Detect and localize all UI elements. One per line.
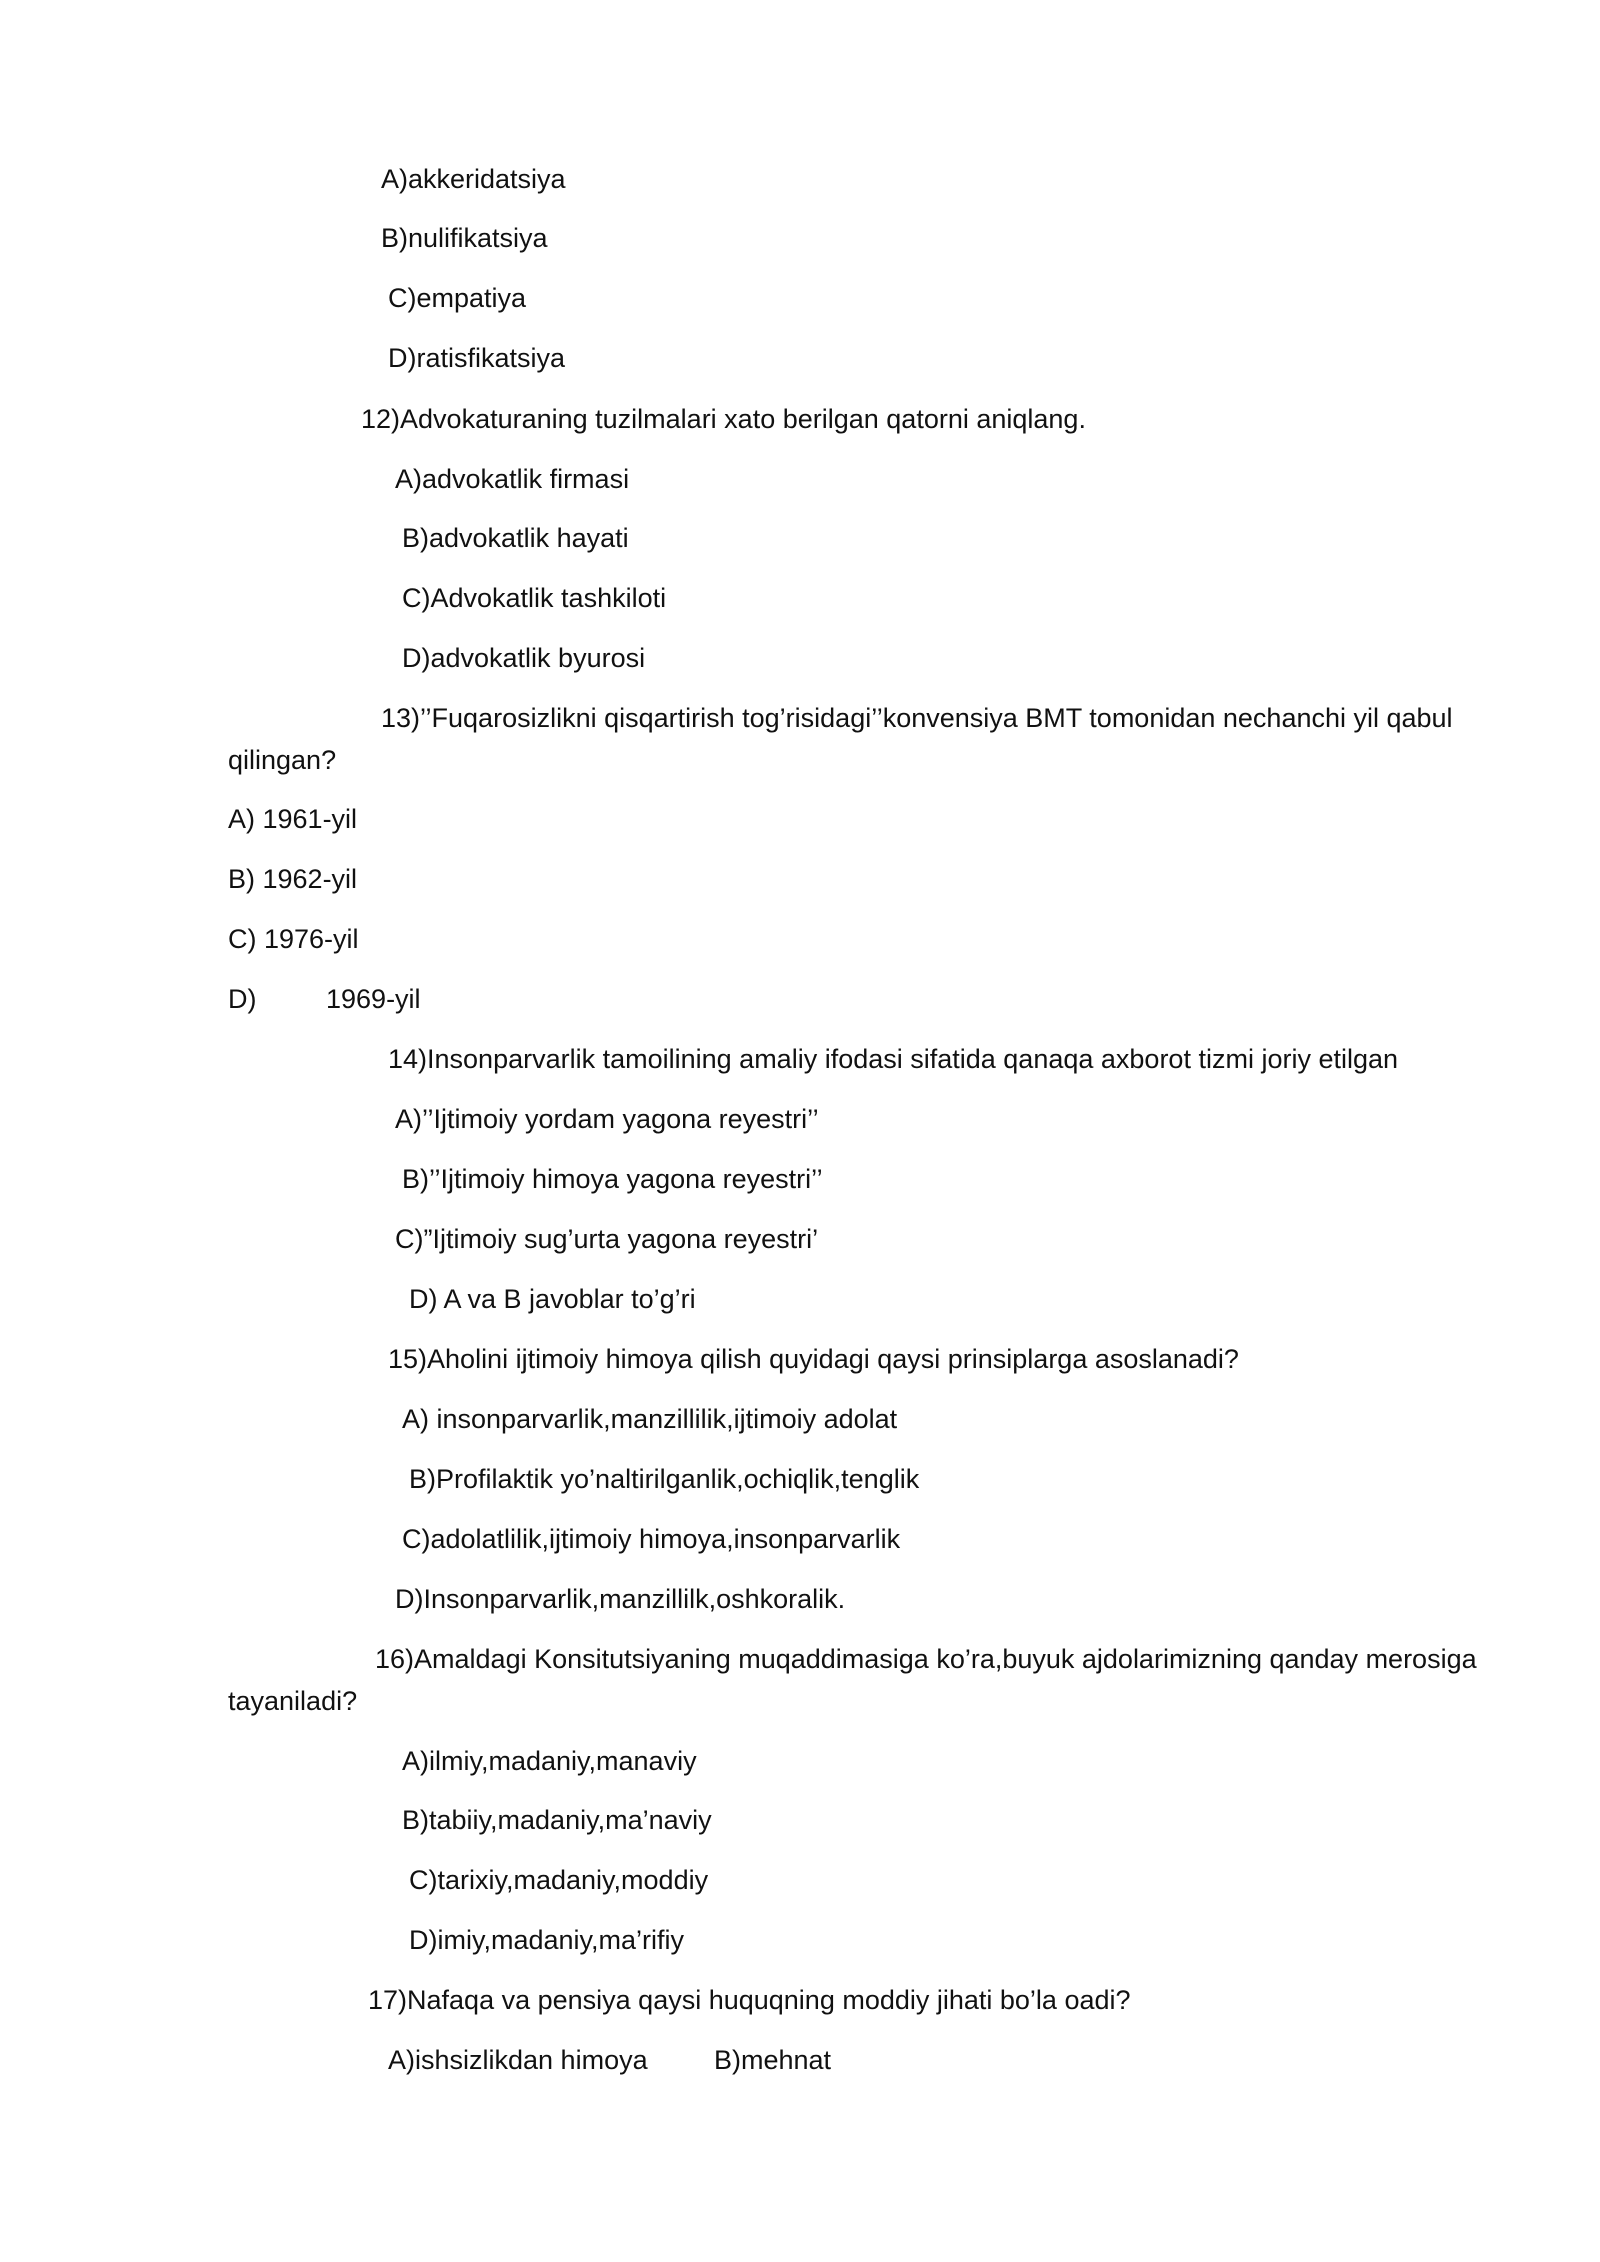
q14-option-d: D) A va B javoblar to’g’ri — [409, 1284, 696, 1314]
question-13-continuation: qilingan? — [228, 745, 337, 775]
q16-option-d: D)imiy,madaniy,ma’rifiy — [409, 1925, 685, 1955]
q11-option-d: D)ratisfikatsiya — [388, 343, 566, 373]
question-14: 14)Insonparvarlik tamoilining amaliy ifodasi sifatida qanaqa axborot tizmi joriy etilgan — [388, 1044, 1399, 1074]
q16-option-c: C)tarixiy,madaniy,moddiy — [409, 1865, 709, 1895]
q17-option-b: B)mehnat — [714, 2045, 832, 2075]
question-13: 13)’’Fuqarosizlikni qisqartirish tog’risidagi’’konvensiya BMT tomonidan nechanchi yil qabul — [381, 703, 1453, 733]
q13-option-a: A) 1961-yil — [228, 804, 358, 834]
q13-option-b: B) 1962-yil — [228, 864, 358, 894]
q14-option-c: C)”Ijtimoiy sug’urta yagona reyestri’ — [395, 1224, 819, 1254]
q14-option-a: A)’’Ijtimoiy yordam yagona reyestri’’ — [395, 1104, 819, 1134]
q11-option-b: B)nulifikatsiya — [381, 223, 548, 253]
q15-option-d: D)Insonparvarlik,manzillilk,oshkoralik. — [395, 1584, 846, 1614]
q16-option-a: A)ilmiy,madaniy,manaviy — [402, 1746, 697, 1776]
q17-option-a: A)ishsizlikdan himoya — [388, 2045, 648, 2075]
question-15: 15)Aholini ijtimoiy himoya qilish quyidagi qaysi prinsiplarga asoslanadi? — [388, 1344, 1239, 1374]
q15-option-a: A) insonparvarlik,manzillilik,ijtimoiy adolat — [402, 1404, 898, 1434]
q11-option-c: C)empatiya — [388, 283, 527, 313]
question-16: 16)Amaldagi Konsitutsiyaning muqaddimasiga ko’ra,buyuk ajdolarimizning qanday merosiga — [375, 1644, 1477, 1674]
q13-option-d-label: D) — [228, 984, 257, 1014]
q14-option-b: B)’’Ijtimoiy himoya yagona reyestri’’ — [402, 1164, 823, 1194]
q12-option-c: C)Advokatlik tashkiloti — [402, 583, 667, 613]
q12-option-b: B)advokatlik hayati — [402, 523, 629, 553]
q15-option-b: B)Profilaktik yo’naltirilganlik,ochiqlik,tenglik — [409, 1464, 920, 1494]
question-17: 17)Nafaqa va pensiya qaysi huquqning moddiy jihati bo’la oadi? — [368, 1985, 1131, 2015]
q15-option-c: C)adolatlilik,ijtimoiy himoya,insonparvarlik — [402, 1524, 901, 1554]
q12-option-d: D)advokatlik byurosi — [402, 643, 646, 673]
q13-option-d-text: 1969-yil — [326, 984, 421, 1014]
q16-option-b: B)tabiiy,madaniy,ma’naviy — [402, 1805, 712, 1835]
q11-option-a: A)akkeridatsiya — [381, 164, 566, 194]
q13-option-c: C) 1976-yil — [228, 924, 359, 954]
q12-option-a: A)advokatlik firmasi — [395, 464, 630, 494]
question-16-continuation: tayaniladi? — [228, 1686, 358, 1716]
question-12: 12)Advokaturaning tuzilmalari xato berilgan qatorni aniqlang. — [361, 404, 1086, 434]
